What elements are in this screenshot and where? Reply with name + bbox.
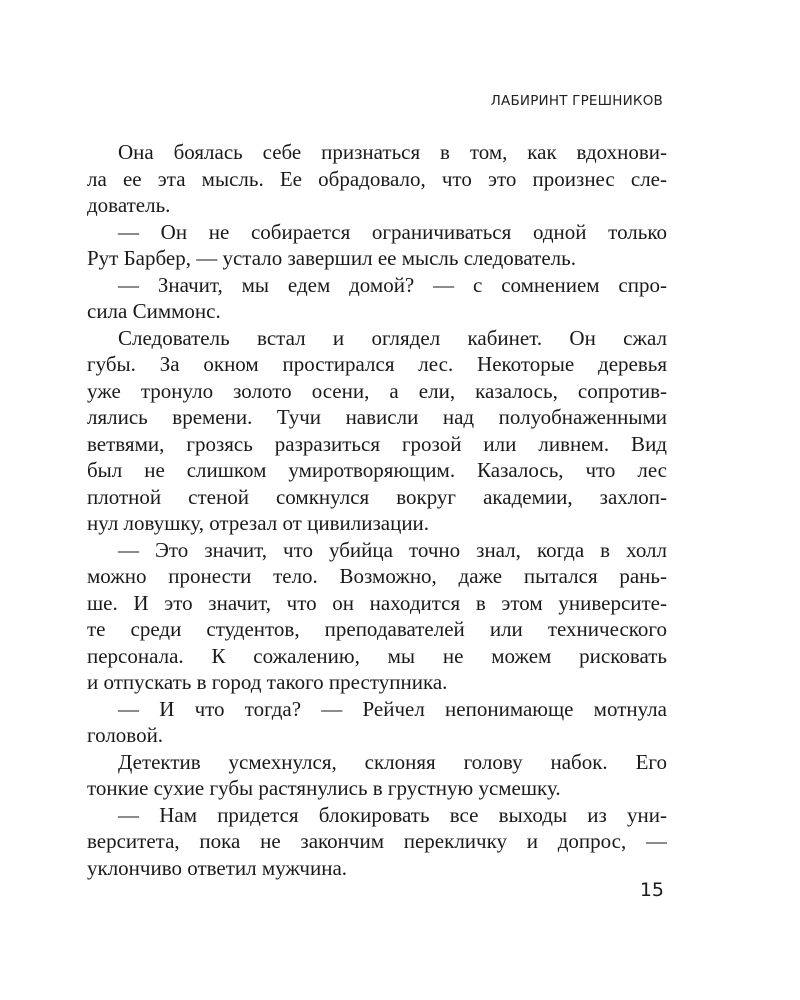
text-line: головой. — [87, 723, 164, 747]
text-line: тонкие сухие губы растянулись в грустную усмешку. — [87, 776, 561, 800]
text-line: плотной стеной сомкнулся вокруг академии, захлоп- — [87, 484, 667, 509]
text-line: губы. За окном простирался лес. Некоторые деревья — [87, 352, 667, 376]
body-text — [87, 139, 667, 881]
text-line: ла ее эта мысль. Ее обрадовало, что это произнес сле- — [87, 166, 667, 191]
text-line: уклончиво ответил мужчина. — [87, 855, 348, 880]
text-line: был не слишком умиротворяющим. Казалось, что лес — [87, 458, 667, 482]
text-line: можно пронести тело. Возможно, даже пытался рань- — [87, 564, 667, 588]
text-line: Следователь встал и оглядел кабинет. Он сжал — [118, 325, 667, 350]
text-line: — Он не собирается ограничиваться одной только — [118, 219, 667, 244]
text-line: верситета, пока не закончим перекличку и допрос, — — [87, 829, 667, 853]
text-line: дователь. — [87, 193, 171, 217]
text-line: — И что тогда? — Рейчел непонимающе мотнула — [118, 696, 667, 721]
text-line: и отпускать в город такого преступника. — [87, 670, 448, 694]
text-line: ше. И это значит, что он находится в этом университе- — [87, 590, 667, 615]
page-number: 15 — [639, 879, 664, 901]
text-line: — Нам придется блокировать все выходы из уни- — [118, 802, 667, 827]
text-line: сила Симмонс. — [87, 299, 221, 323]
text-line: уже тронуло золото осени, а ели, казалось, сопротив- — [87, 378, 667, 403]
text-line: — Значит, мы едем домой? — с сомнением спро- — [118, 272, 667, 297]
running-header: ЛАБИРИНТ ГРЕШНИКОВ — [490, 93, 663, 109]
text-line: ветвями, грозясь разразиться грозой или ливнем. Вид — [87, 431, 667, 456]
text-line: нул ловушку, отрезал от цивилизации. — [87, 511, 430, 535]
text-line: Детектив усмехнулся, склоняя голову набок. Его — [118, 749, 667, 774]
text-line: те среди студентов, преподавателей или технического — [87, 617, 667, 641]
text-line: Она боялась себе признаться в том, как вдохнови- — [118, 140, 667, 164]
text-line: лялись времени. Тучи нависли над полуобнаженными — [87, 405, 667, 429]
text-line: персонала. К сожалению, мы не можем рисковать — [87, 643, 667, 668]
text-line: Рут Барбер, — устало завершил ее мысль следователь. — [87, 246, 576, 270]
text-line: — Это значит, что убийца точно знал, когда в холл — [118, 537, 667, 562]
